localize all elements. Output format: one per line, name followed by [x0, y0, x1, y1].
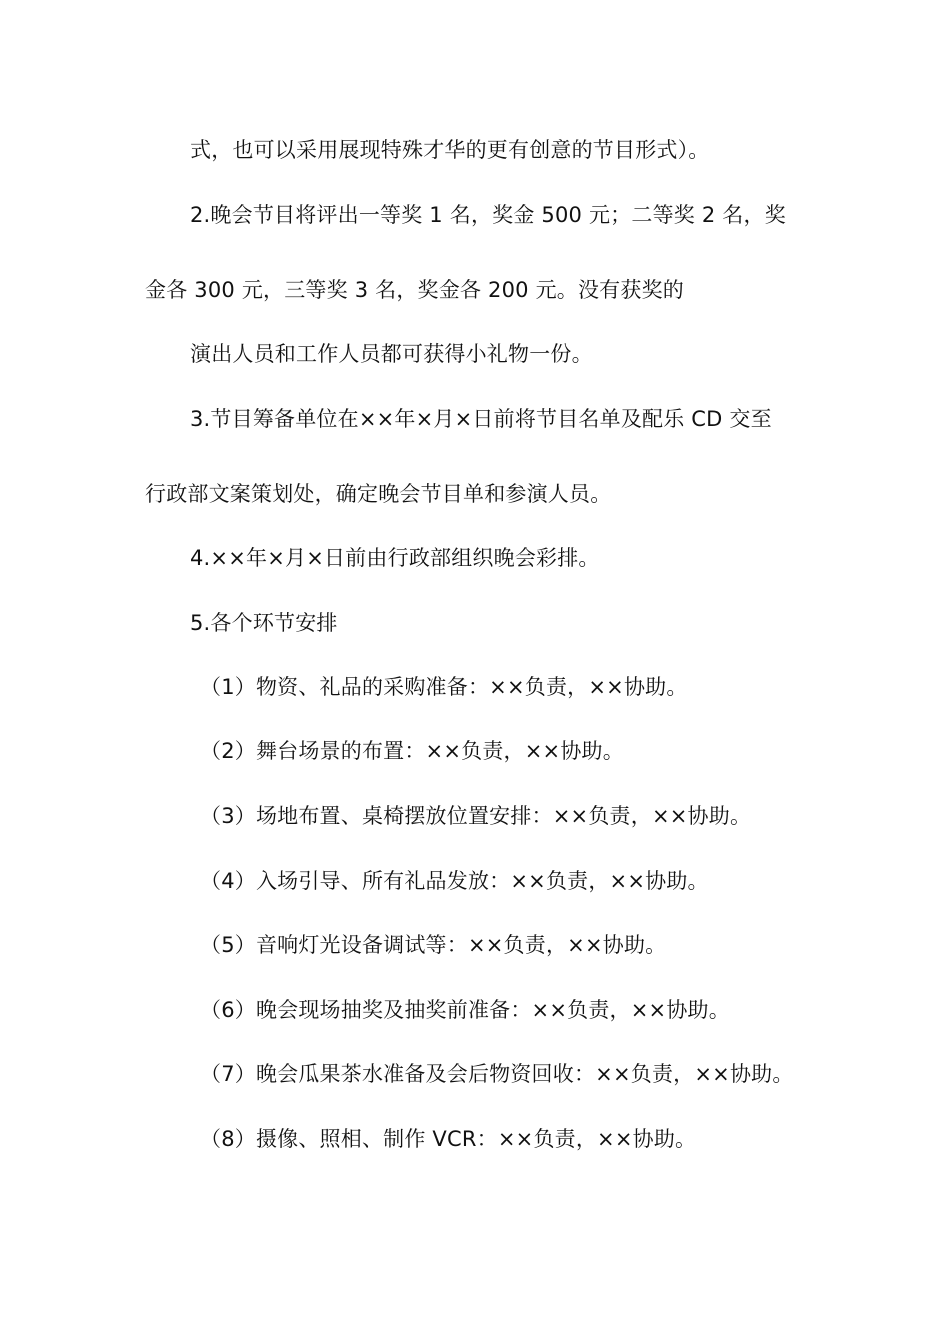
list-item: （2）舞台场景的布置：××负责，××协助。: [200, 739, 624, 763]
list-item: （7）晚会瓜果茶水准备及会后物资回收：××负责，××协助。: [200, 1062, 794, 1086]
text-line: 3.节目筹备单位在××年×月×日前将节目名单及配乐 CD 交至: [190, 407, 772, 431]
list-item: （4）入场引导、所有礼品发放：××负责，××协助。: [200, 869, 709, 893]
text-line: 式，也可以采用展现特殊才华的更有创意的节目形式）。: [190, 138, 710, 162]
text-line: 2.晚会节目将评出一等奖 1 名，奖金 500 元；二等奖 2 名，奖: [190, 203, 786, 227]
text-line: 金各 300 元，三等奖 3 名，奖金各 200 元。没有获奖的: [145, 278, 684, 302]
text-line: 行政部文案策划处，确定晚会节目单和参演人员。: [145, 482, 612, 506]
text-line: 4.××年×月×日前由行政部组织晚会彩排。: [190, 546, 600, 570]
list-item: （1）物资、礼品的采购准备：××负责，××协助。: [200, 675, 688, 699]
list-item: （8）摄像、照相、制作 VCR：××负责，××协助。: [200, 1127, 697, 1151]
list-item: （3）场地布置、桌椅摆放位置安排：××负责，××协助。: [200, 804, 752, 828]
list-item: （5）音响灯光设备调试等：××负责，××协助。: [200, 933, 667, 957]
list-item: （6）晚会现场抽奖及抽奖前准备：××负责，××协助。: [200, 998, 730, 1022]
text-line: 演出人员和工作人员都可获得小礼物一份。: [190, 342, 593, 366]
text-line: 5.各个环节安排: [190, 611, 338, 635]
